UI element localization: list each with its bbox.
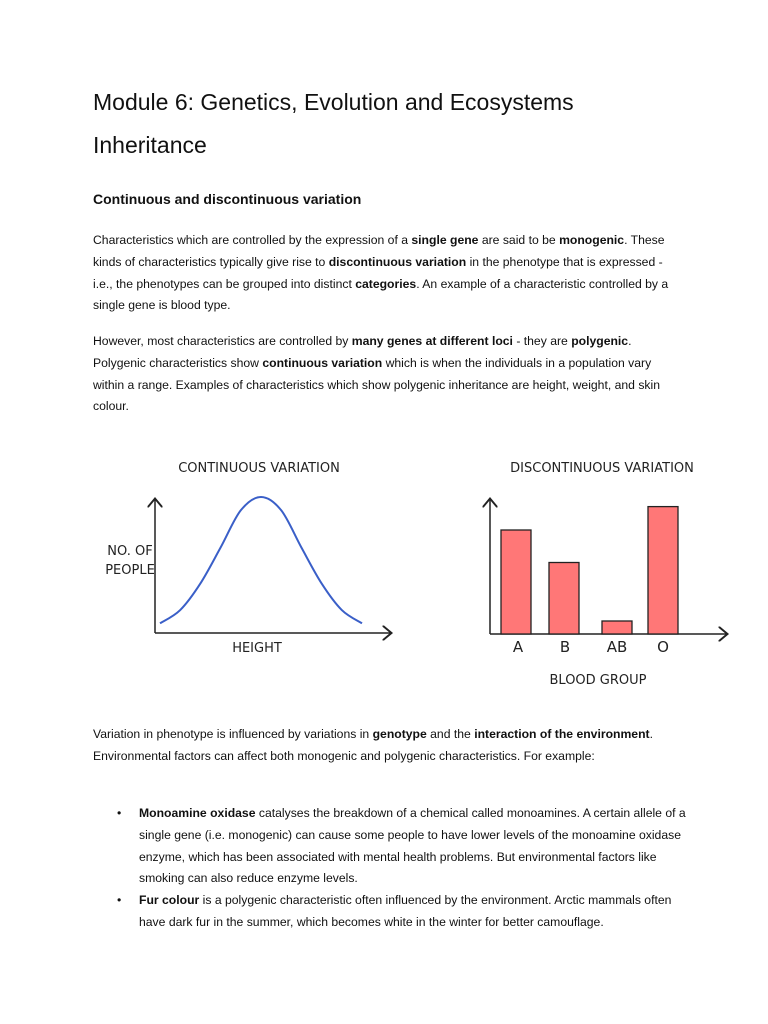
- page-subtitle: Inheritance: [93, 132, 207, 158]
- paragraph-environment: Variation in phenotype is influenced by variations in genotype and the interaction of the environment. Environmental factors can affect both monogenic and polygenic characteristics. For example:: [93, 727, 653, 763]
- bullet-marker: •: [117, 806, 122, 820]
- category-label: B: [559, 638, 571, 656]
- discontinuous-variation-chart: [490, 461, 726, 688]
- bar-ab: [602, 621, 632, 634]
- list-item: • Monoamine oxidase catalyses the breakdown of a chemical called monoamines. A certain allele of a single gene (i.e. monogenic) can cause some people to have lower levels of the monoamine oxidase enzyme, which has been associated with mental health problems. But environmental factors like smoking can also reduce enzyme levels.: [93, 803, 693, 890]
- category-label: AB: [606, 638, 628, 656]
- category-label: O: [657, 638, 669, 656]
- bar-a: [501, 530, 531, 634]
- x-axis-label: HEIGHT: [232, 641, 282, 656]
- continuous-variation-chart: [105, 461, 390, 656]
- bar-b: [549, 563, 579, 635]
- list-item: • Fur colour is a polygenic characteristic often influenced by the environment. Arctic mammals often have dark fur in the summer, which becomes white in the winter for better camouflage.: [93, 890, 693, 934]
- x-axis-label: BLOOD GROUP: [549, 673, 647, 688]
- bullet-marker: •: [117, 893, 122, 908]
- section-heading: Continuous and discontinuous variation: [93, 191, 362, 207]
- chart-title: CONTINUOUS VARIATION: [178, 461, 340, 476]
- y-axis-label: NO. OF: [107, 544, 153, 559]
- paragraph-monogenic: Characteristics which are controlled by the expression of a single gene are said to be monogenic. These kinds of characteristics typically give rise to discontinuous variation in the phenotype that is expressed - i.e., the phenotypes can be grouped into distinct categories. An example of a characteristic controlled by a single gene is blood type.: [93, 233, 669, 313]
- category-label: A: [512, 638, 524, 656]
- distribution-curve: [160, 497, 362, 623]
- bar-o: [648, 507, 678, 634]
- page-title: Module 6: Genetics, Evolution and Ecosystems: [93, 89, 574, 115]
- chart-title: DISCONTINUOUS VARIATION: [510, 461, 694, 476]
- paragraph-polygenic: However, most characteristics are controlled by many genes at different loci - they are polygenic. Polygenic characteristics show continuous variation which is when the individuals in a population vary within a range. Examples of characteristics which show polygenic inheritance are height, weight, and skin colour.: [93, 334, 661, 414]
- y-axis-label: PEOPLE: [105, 563, 155, 578]
